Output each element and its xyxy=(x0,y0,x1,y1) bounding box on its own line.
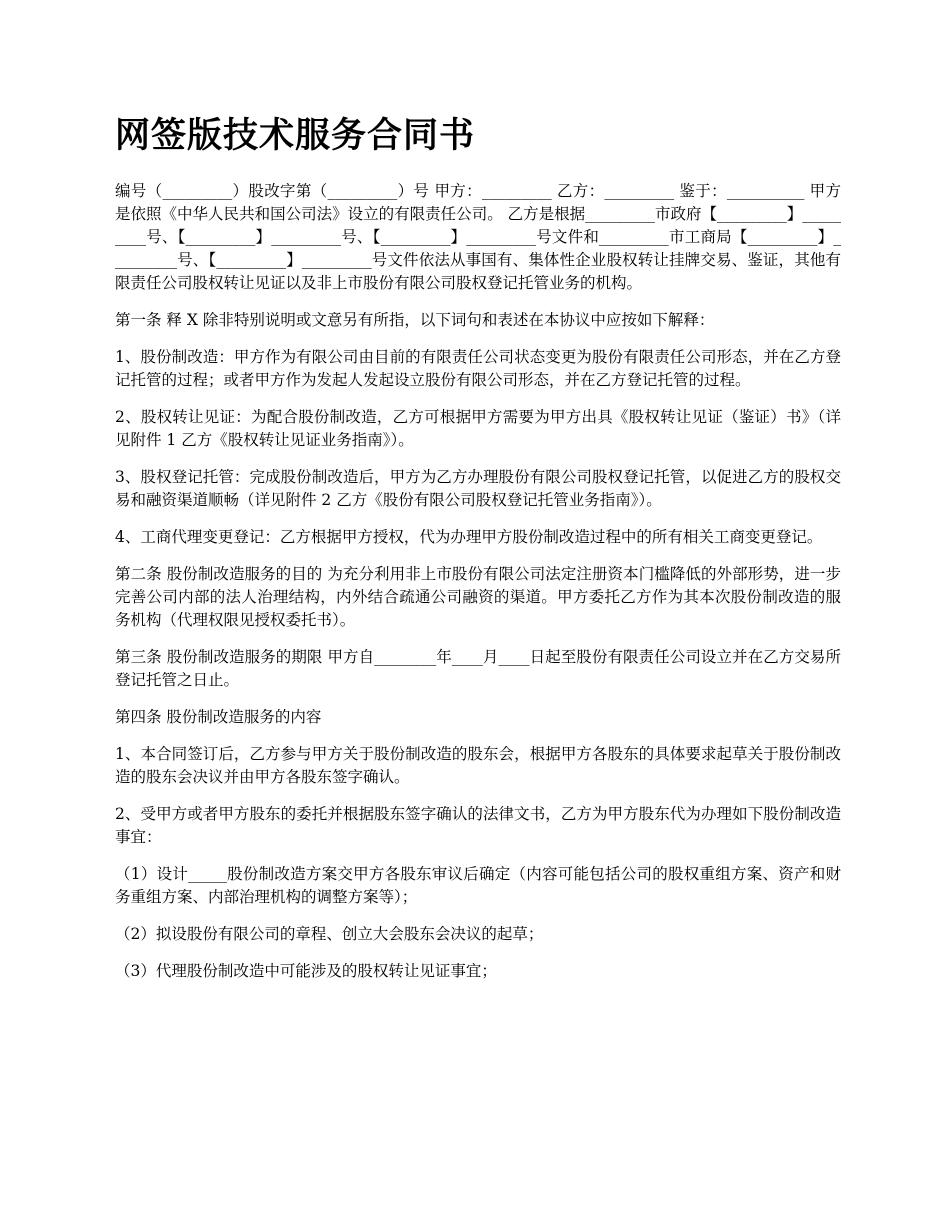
definition-2-paragraph: 2、股权转让见证：为配合股份制改造，乙方可根据甲方需要为甲方出具《股权转让见证（鉴证）书》（详见附件 1 乙方《股权转让见证业务指南》）。 xyxy=(115,408,841,449)
article-4-item-1: 1、本合同签订后，乙方参与甲方关于股份制改造的股东会，根据甲方各股东的具体要求起草关于股份制改造的股东会决议并由甲方各股东签字确认。 xyxy=(115,745,841,786)
article-4-subitem-2: （2）拟设股份有限公司的章程、创立大会股东会决议的起草； xyxy=(115,925,544,943)
document-title: 网签版技术服务合同书 xyxy=(115,116,476,156)
article-2-paragraph: 第二条 股份制改造服务的目的 为充分利用非上市股份有限公司法定注册资本门槛降低的外部形势，进一步完善公司内部的法人治理结构，内外结合疏通公司融资的渠道。甲方委托乙方作为其本次股份制改造的服务机构（代理权限见授权委托书）。 xyxy=(115,565,841,629)
article-4-subitem-1: （1）设计_____股份制改造方案交甲方各股东审议后确定（内容可能包括公司的股权重组方案、资产和财务重组方案、内部治理机构的调整方案等）； xyxy=(115,865,841,906)
document-body xyxy=(115,180,841,997)
definition-3-paragraph: 3、股权登记托管：完成股份制改造后，甲方为乙方办理股份有限公司股权登记托管，以促进乙方的股权交易和融资渠道顺畅（详见附件 2 乙方《股份有限公司股权登记托管业务指南》）。 xyxy=(115,468,841,509)
article-4-subitem-3: （3）代理股份制改造中可能涉及的股权转让见证事宜； xyxy=(115,962,497,980)
definition-4-paragraph: 4、工商代理变更登记：乙方根据甲方授权，代为办理甲方股份制改造过程中的所有相关工商变更登记。 xyxy=(115,528,823,546)
article-3-paragraph: 第三条 股份制改造服务的期限 甲方自________年____月____日起至股份有限责任公司设立并在乙方交易所登记托管之日止。 xyxy=(115,648,841,689)
article-4-item-2: 2、受甲方或者甲方股东的委托并根据股东签字确认的法律文书，乙方为甲方股东代为办理如下股份制改造事宜： xyxy=(115,805,841,846)
article-4-heading: 第四条 股份制改造服务的内容 xyxy=(115,708,322,726)
definition-1-paragraph: 1、股份制改造：甲方作为有限公司由目前的有限责任公司状态变更为股份有限责任公司形态，并在乙方登记托管的过程；或者甲方作为发起人发起设立股份有限公司形态，并在乙方登记托管的过程。 xyxy=(115,348,841,389)
preamble-paragraph: 编号（_________）股改字第（_________）号 甲方：_________ 乙方：_________ 鉴于：__________ 甲方是依照《中华人民共和国公司法》设立的有限责任公司。 乙方是根据_________市政府【_________】_________号、【_________】_________号、【_________】_________号文件和_________市工商局【_________】_________号、【_________】_________号文件依法从事国有、集体性企业股权转让挂牌交易、鉴证，其他有限责任公司股权转让见证以及非上市股份有限公司股权登记托管业务的机构。 xyxy=(115,182,841,292)
article-1-heading: 第一条 释 X 除非特别说明或文意另有所指，以下词句和表述在本协议中应按如下解释： xyxy=(115,311,715,329)
